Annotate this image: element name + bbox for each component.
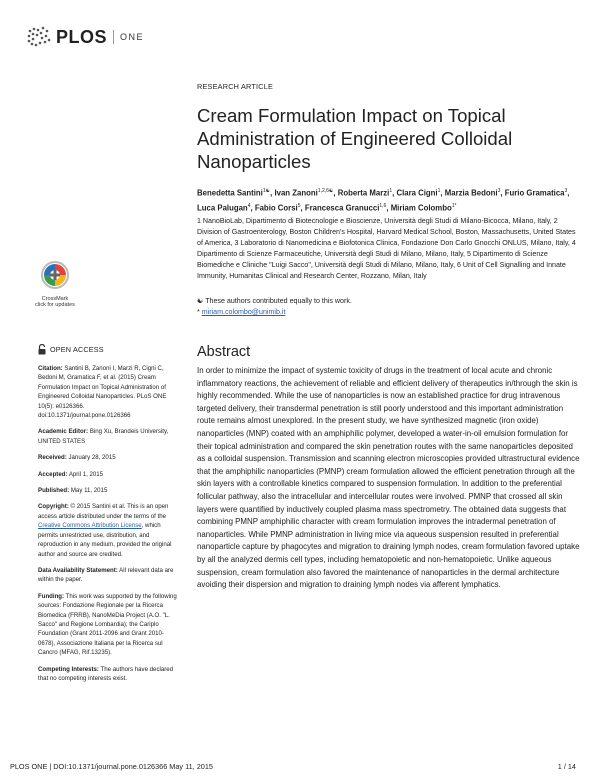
competing-interests-text: The authors have declared that no competing interests exist. [38, 665, 174, 682]
received-date: January 28, 2015 [68, 454, 116, 462]
author-affiliation-marker: 1,6 [379, 202, 387, 209]
article-type: RESEARCH ARTICLE [197, 82, 274, 91]
author-affiliation-marker: 1* [451, 202, 457, 209]
crossmark-title: CrossMark [41, 296, 69, 302]
author-name: Clara Cigni [396, 188, 438, 198]
accepted-block [38, 470, 178, 479]
abstract-heading: Abstract [197, 344, 251, 360]
logo-one-text: ONE [120, 32, 145, 42]
author-list: Benedetta Santini$^{1☯}$, Ivan Zanoni$^{1,2,6☯}$, Roberta Marzi$^1$, Clara Cigni$^1$, Marzia Bedoni$^3$, Furio Gramatica$^3$, Luca Palugan$^4$, Fabio Corsi$^5$, Francesca Granucci$^{1,6}$, Miriam Colombo$^{1*}$ [197, 188, 570, 213]
plos-dots-icon [26, 26, 52, 48]
article-sidebar [38, 344, 178, 690]
corresponding-email-link[interactable]: miriam.colombo@unimib.it [201, 307, 286, 316]
cc-license-link[interactable]: Creative Commons Attribution License [38, 522, 142, 530]
editor-block [38, 427, 178, 446]
footer-citation: PLOS ONE | DOI:10.1371/journal.pone.0126366 May 11, 2015 [10, 762, 213, 771]
author-affiliation-marker: 1☯ [262, 188, 271, 194]
affiliations: 1 NanoBioLab, Dipartimento di Biotecnologie e Bioscienze, Università degli Studi di Milano-Bicocca, Milano, Italy, 2 Division of Gastroenterology, Boston Children's Hospital, Harvard Medical School, Boston, Massachusetts, United States of America, 3 Laboratorio di Nanomedicina e Biofotonica Clinica, Fondazione Don Carlo Gnocchi ONLUS, Milano, Italy, 4 Dipartimento di Scienze Farmaceutiche, Università degli Studi di Milano, Milano, Italy, 5 Dipartimento di Scienze Biomediche e Cliniche "Luigi Sacco", Università degli Studi di Milano, Milano, Italy, 6 Unit of Cell Signalling and Innate Immunity, Humanitas Clinical and Research Center, Rozzano, Milan, Italy [197, 217, 576, 280]
author-name: Miriam Colombo [390, 203, 452, 213]
copyright-block [38, 502, 178, 558]
crossmark-icon [40, 260, 70, 290]
author-affiliation-marker: 1 [389, 188, 393, 194]
corresponding-author-note [197, 307, 577, 318]
author-name: Roberta Marzi [337, 188, 390, 198]
author-affiliation-marker: 3 [564, 188, 568, 194]
citation-label: Citation: [38, 365, 63, 372]
citation-block [38, 364, 178, 420]
copyright-label: Copyright: [38, 503, 69, 511]
competing-interests-label: Competing Interests: [38, 665, 99, 673]
open-access-badge [38, 344, 178, 355]
published-block [38, 486, 178, 495]
author-name: Francesca Granucci [304, 203, 380, 213]
editor-text: Bing Xu, Brandeis University, UNITED STATES [38, 428, 169, 445]
author-affiliation-marker: 5 [297, 202, 301, 209]
accepted-date: April 1, 2015 [68, 470, 104, 478]
author-name: Ivan Zanoni [274, 188, 318, 198]
plos-one-logo[interactable] [26, 26, 144, 48]
page-footer [10, 762, 576, 771]
author-affiliation-marker: 1,2,6☯ [317, 188, 334, 194]
page-number: 1 / 14 [557, 762, 576, 771]
received-label: Received: [38, 454, 67, 462]
author-name: Marzia Bedoni [444, 188, 498, 198]
corresponding-marker: * [197, 307, 200, 316]
author-affiliation-marker: 3 [497, 188, 501, 194]
data-availability-text: All relevant data are within the paper. [38, 566, 174, 584]
logo-divider [113, 30, 114, 44]
copyright-text-cont: , which permits unrestricted use, distribution, and reproduction in any medium, provided the original author and source are credited. [38, 522, 172, 558]
abstract-body: In order to minimize the impact of systemic toxicity of drugs in the treatment of local acute and chronic inflammatory reactions, the achievement of reliable and efficient delivery of therapeutics in/through the skin is highly recommended. While the use of nanoparticles is now an established practice for drug intravenous targeted delivery, their transdermal penetration is still poorly understood and this important administration route remains almost unexplored. In the present study, we have synthesized magnetic (iron oxide) nanoparticles (MNP) coated with an amphiphilic polymer, developed a water-in-oil emulsion formulation for their topical administration and compared the skin penetration routes with the same nanoparticles deposited as a colloidal suspension. Transmission and scanning electron microscopies provided ultrastructural evidence that the amphiphilic nanoparticles (PMNP) cream formulation allowed the efficient penetration through all the skin layers with a controllable kinetics compared to suspension formulation. In addition to the preferential follicular pathway, also the intracellular and intercellular routes were involved. PMNP that crossed all skin layers were quantified by inductively coupled plasma mass spectrometry. The obtained data suggests that combining PMNP amphiphilic character with cream formulation improves the intradermal penetration of nanoparticles. While PMNP administration in living mice via aqueous suspension resulted in preferential nanoparticle capture by phagocytes and migration to draining lymph nodes, cream formulation favored uptake by all the analyzed dermis cell types, including hematopoietic and non-hematopoietic. Unlike aqueous suspension, cream formulation also favored the maintenance of nanoparticles in the dermal architecture avoiding their dispersion and migration to draining lymph nodes via afferent lymphatics. [197, 366, 580, 590]
equal-contribution-note: ☯ These authors contributed equally to this work. [197, 297, 352, 305]
author-name: Benedetta Santini [197, 188, 263, 198]
published-label: Published: [38, 487, 70, 495]
logo-plos-text: PLOS [56, 26, 108, 47]
author-name: Fabio Corsi [254, 203, 298, 213]
funding-label: Funding: [38, 592, 65, 600]
crossmark-label [35, 296, 75, 308]
copyright-text: © 2015 Santini et al. This is an open access article distributed under the terms of the [38, 503, 169, 520]
author-name: Luca Palugan [197, 203, 248, 213]
editor-label: Academic Editor: [38, 428, 89, 436]
author-affiliation-marker: 1 [437, 188, 441, 194]
received-block [38, 453, 178, 462]
accepted-label: Accepted: [38, 470, 68, 478]
citation-text: Santini B, Zanoni I, Marzi R, Cigni C, Bedoni M, Gramatica F, et al. (2015) Cream Formulation Impact on Topical Administration of Engineered Colloidal Nanoparticles. PLoS ONE 10(5): e0126366. doi:10.1371/journal.pone.0126366 [38, 365, 167, 420]
crossmark-badge[interactable] [35, 260, 75, 308]
data-availability-label: Data Availability Statement: [38, 566, 118, 574]
competing-interests-block [38, 665, 178, 684]
open-lock-icon [38, 344, 46, 355]
published-date: May 11, 2015 [70, 487, 108, 495]
author-affiliation-marker: 4 [247, 202, 251, 209]
funding-text: This work was supported by the following sources: Fondazione Regionale per la Ricerca Biomedica (FRRB), NanoMeDia Project (A.O. "L. Sacco" and Regione Lombardia); the Cariplo Foundation (Grant 2011-2096 and Grant 2010-0678), Associazione Italiana per la Ricerca sul Cancro (MFAG, Rif.13235). [38, 592, 177, 657]
author-notes [197, 296, 577, 317]
article-title: Cream Formulation Impact on Topical Administration of Engineered Colloidal Nanoparticles [197, 105, 513, 172]
funding-block [38, 592, 178, 658]
data-availability-block [38, 566, 178, 585]
crossmark-sublabel: click for updates [35, 302, 75, 308]
author-name: Furio Gramatica [504, 188, 565, 198]
open-access-label: OPEN ACCESS [50, 344, 104, 354]
